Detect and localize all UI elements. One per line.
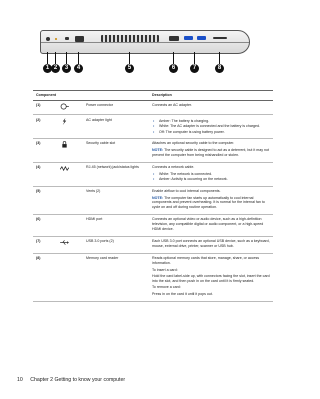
vents — [101, 35, 159, 42]
lock-icon — [57, 138, 83, 162]
ac-adapter-light-icon — [57, 115, 83, 139]
component-name: AC adapter light — [83, 115, 149, 139]
table-row — [33, 253, 273, 301]
component-name: Memory card reader — [83, 253, 149, 301]
callout-4: 4 — [74, 64, 83, 73]
table-header-row — [33, 91, 273, 101]
component-description: Connects an optional video or audio device, such as a high-definition television, any compatible digital or audio component, or a high-speed HDMI device. — [149, 214, 273, 236]
memory-card-reader-slot — [213, 37, 227, 39]
callout-7: 7 — [190, 64, 199, 73]
table-row — [33, 115, 273, 139]
note-text: The security cable is designed to act as a deterrent, but it may not prevent the computer from being mishandled or stolen. — [152, 148, 269, 157]
hdmi-port — [169, 36, 179, 41]
row-number: (7) — [33, 236, 57, 253]
status-bullet: • Amber: Activity is occurring on the network. — [159, 177, 270, 182]
note-text: The computer fan starts up automatically to cool internal components and prevent overheating. It is normal for the internal fan to cycle on and off during routine operation. — [152, 195, 265, 209]
component-description: Each USB 3.0 port connects an optional USB device, such as a keyboard, mouse, external drive, printer, scanner or USB hub. — [149, 236, 273, 253]
callout-3: 3 — [62, 64, 71, 73]
callout-6: 6 — [169, 64, 178, 73]
component-name: RJ-45 (network) jack/status lights — [83, 162, 149, 186]
laptop-side-illustration — [40, 26, 256, 76]
table-row — [33, 214, 273, 236]
page-footer — [17, 377, 125, 383]
row-number: (6) — [33, 214, 57, 236]
table-row — [33, 186, 273, 214]
table-row — [33, 138, 273, 162]
note-label: NOTE: — [152, 195, 164, 200]
status-bullet: • White: The AC adapter is connected and the battery is charged. — [159, 124, 270, 129]
row-number: (2) — [33, 115, 57, 139]
chapter-title: Chapter 2 Getting to know your computer — [30, 377, 126, 383]
row-number: (8) — [33, 253, 57, 301]
component-column-header: Component — [33, 91, 149, 101]
ac-adapter-light — [55, 38, 57, 40]
laptop-seam — [41, 42, 249, 43]
callout-2: 2 — [51, 64, 60, 73]
power-connector-icon — [57, 100, 83, 115]
row-number: (4) — [33, 162, 57, 186]
component-name: Vents (2) — [83, 186, 149, 214]
page-number: 10 — [17, 377, 23, 383]
table-row — [33, 162, 273, 186]
description-column-header: Description — [149, 91, 273, 101]
component-description: Enable airflow to cool internal components. NOTE: The computer fan starts up automatically to cool internal components and prevent overheating. It is normal for the internal fan to cycle on and off during routine operation. — [149, 186, 273, 214]
callout-1: 1 — [43, 64, 52, 73]
callout-8: 8 — [215, 64, 224, 73]
usb3-icon — [57, 236, 83, 253]
component-description: Reads optional memory cards that store, manage, share, or access information. To insert a card: Hold the card label-side up, with connectors facing the slot, insert the card into the slot, and then push in on the card until it is firmly seated. To remove a card: Press in on the card it until it pops out. — [149, 253, 273, 301]
component-description: Connects a network cable. • White: The network is connected. • Amber: Activity is occurring on the network. — [149, 162, 273, 186]
rj45-jack — [75, 36, 84, 42]
status-bullet: • White: The network is connected. — [159, 172, 270, 177]
component-description — [149, 115, 273, 139]
row-number: (1) — [33, 100, 57, 115]
component-description: Attaches an optional security cable to the computer. NOTE: The security cable is designed to act as a deterrent, but it may not prevent the computer from being mishandled or stolen. — [149, 138, 273, 162]
laptop-left-side — [40, 30, 250, 54]
component-name: USB 3.0 ports (2) — [83, 236, 149, 253]
component-name: Power connector — [83, 100, 149, 115]
component-description: Connects an AC adapter. — [149, 100, 273, 115]
note-label: NOTE: — [152, 148, 164, 153]
status-bullet: • Amber: The battery is charging. — [159, 119, 270, 124]
power-connector-port — [46, 37, 50, 41]
table-row — [33, 236, 273, 253]
status-bullet: • Off: The computer is using battery power. — [159, 130, 270, 135]
components-table — [33, 90, 273, 302]
usb-port-1 — [184, 36, 193, 40]
component-name: Security cable slot — [83, 138, 149, 162]
usb-port-2 — [197, 36, 206, 40]
security-cable-slot — [65, 37, 69, 40]
row-number: (3) — [33, 138, 57, 162]
table-row — [33, 100, 273, 115]
callout-5: 5 — [125, 64, 134, 73]
network-jack-icon — [57, 162, 83, 186]
row-number: (5) — [33, 186, 57, 214]
component-name: HDMI port — [83, 214, 149, 236]
